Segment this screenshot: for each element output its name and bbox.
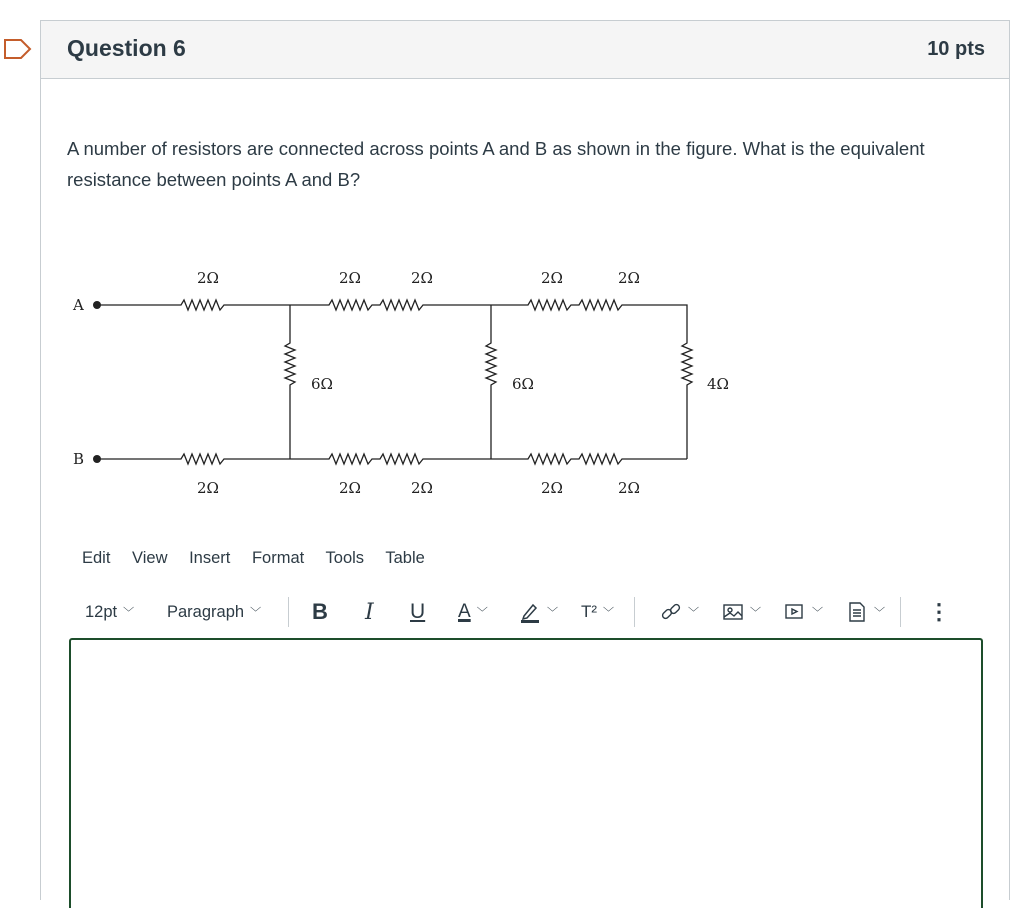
toolbar-divider: [634, 597, 635, 627]
resistor-label: 2Ω: [339, 479, 361, 497]
node-a-label: A: [73, 296, 84, 314]
image-button[interactable]: [722, 595, 761, 629]
editor-toolbar: [78, 595, 983, 629]
font-size-select[interactable]: [85, 595, 134, 629]
resistor-label: 2Ω: [541, 479, 563, 497]
bold-label: B: [312, 599, 328, 624]
resistor-label: 6Ω: [512, 375, 534, 393]
toolbar-divider: [900, 597, 901, 627]
menu-table[interactable]: Table: [385, 549, 425, 567]
menu-edit[interactable]: Edit: [82, 549, 111, 567]
text-color-label: A: [458, 601, 471, 622]
resistor-label: 2Ω: [618, 269, 640, 287]
resistor-label: 6Ω: [311, 375, 333, 393]
chevron-down-icon: ﹀: [812, 607, 823, 619]
resistor-label: 2Ω: [541, 269, 563, 287]
resistor-label: 2Ω: [339, 269, 361, 287]
node-b-label: B: [73, 450, 85, 468]
resistor-label: 2Ω: [411, 479, 433, 497]
document-icon: [846, 601, 868, 623]
underline-label: U: [410, 600, 426, 623]
underline-button[interactable]: [410, 595, 425, 629]
chevron-down-icon: ﹀: [547, 607, 558, 619]
highlighter-icon: [519, 601, 541, 623]
italic-label: I: [365, 599, 374, 625]
text-color-button[interactable]: [458, 595, 488, 629]
menu-insert[interactable]: Insert: [189, 549, 231, 567]
editor-menubar: [82, 549, 442, 568]
chevron-down-icon: ﹀: [123, 607, 135, 619]
chevron-down-icon: ﹀: [476, 607, 488, 619]
highlight-button[interactable]: [519, 595, 558, 629]
toolbar-divider: [288, 597, 289, 627]
chevron-down-icon: ﹀: [688, 607, 699, 619]
block-format-value: Paragraph: [167, 602, 245, 621]
question-card: [40, 20, 1010, 900]
question-text: A number of resistors are connected across points A and B as shown in the figure. What is the equivalent resistance between points A and B?: [67, 138, 925, 190]
answer-editor[interactable]: [69, 638, 983, 908]
more-options-icon[interactable]: [928, 595, 950, 629]
chevron-down-icon: ﹀: [250, 607, 262, 619]
more-options-label: ⋮: [928, 599, 950, 624]
bookmark-flag-icon[interactable]: [3, 37, 33, 61]
image-icon: [722, 601, 744, 623]
font-size-value: 12pt: [85, 602, 118, 621]
media-icon: [784, 601, 806, 623]
resistor-label: 2Ω: [197, 269, 219, 287]
chevron-down-icon: ﹀: [874, 607, 885, 619]
circuit-diagram: [41, 246, 1009, 506]
superscript-label: T²: [581, 602, 598, 621]
bold-button[interactable]: [312, 595, 328, 629]
chevron-down-icon: ﹀: [603, 607, 615, 619]
resistor-label: 4Ω: [707, 375, 729, 393]
link-icon: [660, 601, 682, 623]
block-format-select[interactable]: [167, 595, 261, 629]
link-button[interactable]: [660, 595, 699, 629]
menu-view[interactable]: View: [132, 549, 168, 567]
media-button[interactable]: [784, 595, 823, 629]
resistor-label: 2Ω: [411, 269, 433, 287]
question-title: Question 6: [67, 35, 186, 61]
document-button[interactable]: [846, 595, 885, 629]
question-header: [41, 21, 1009, 79]
question-points: 10 pts: [927, 38, 985, 60]
menu-tools[interactable]: Tools: [325, 549, 365, 567]
chevron-down-icon: ﹀: [750, 607, 761, 619]
resistor-label: 2Ω: [618, 479, 640, 497]
menu-format[interactable]: Format: [251, 549, 305, 567]
resistor-label: 2Ω: [197, 479, 219, 497]
italic-button[interactable]: [365, 595, 374, 629]
superscript-button[interactable]: [581, 595, 614, 629]
